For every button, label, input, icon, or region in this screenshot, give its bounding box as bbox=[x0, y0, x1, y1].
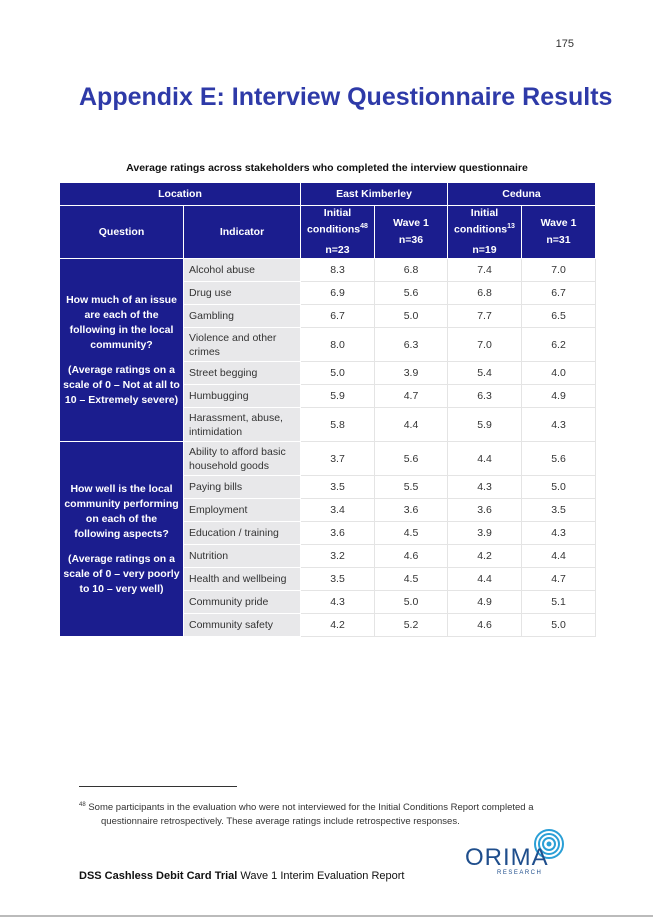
logo-wordmark: ORIMA bbox=[465, 844, 549, 871]
value-cell: 5.1 bbox=[522, 591, 596, 614]
page-bottom-divider bbox=[0, 915, 653, 917]
ek-initial-label: Initial conditions bbox=[307, 206, 361, 236]
question-1-text: How much of an issue are each of the following in the local community? bbox=[66, 293, 177, 351]
ek-wave1-n: n=36 bbox=[398, 234, 424, 246]
value-cell: 5.9 bbox=[448, 408, 522, 442]
value-cell: 5.6 bbox=[375, 282, 448, 305]
ek-wave1-label: Wave 1 bbox=[393, 217, 429, 229]
value-cell: 3.7 bbox=[301, 442, 375, 476]
value-cell: 3.6 bbox=[375, 499, 448, 522]
table-caption: Average ratings across stakeholders who completed the interview questionnaire bbox=[126, 162, 528, 174]
ced-wave1-header bbox=[522, 206, 596, 259]
value-cell: 6.8 bbox=[375, 259, 448, 282]
value-cell: 7.4 bbox=[448, 259, 522, 282]
ced-initial-header bbox=[448, 206, 522, 259]
value-cell: 4.7 bbox=[375, 385, 448, 408]
question-header: Question bbox=[60, 206, 184, 259]
value-cell: 6.3 bbox=[448, 385, 522, 408]
ced-wave1-label: Wave 1 bbox=[540, 217, 577, 229]
value-cell: 5.6 bbox=[522, 442, 596, 476]
indicator-cell: Alcohol abuse bbox=[184, 259, 301, 282]
value-cell: 8.0 bbox=[301, 328, 375, 362]
orima-research-logo bbox=[465, 828, 575, 878]
value-cell: 5.0 bbox=[301, 362, 375, 385]
value-cell: 4.4 bbox=[448, 442, 522, 476]
value-cell: 3.9 bbox=[448, 522, 522, 545]
indicator-cell: Harassment, abuse, intimidation bbox=[184, 408, 301, 442]
indicator-cell: Community safety bbox=[184, 614, 301, 637]
footer-report-subtitle: Wave 1 Interim Evaluation Report bbox=[237, 870, 405, 882]
value-cell: 4.4 bbox=[522, 545, 596, 568]
value-cell: 3.5 bbox=[522, 499, 596, 522]
indicator-cell: Employment bbox=[184, 499, 301, 522]
indicator-cell: Humbugging bbox=[184, 385, 301, 408]
value-cell: 8.3 bbox=[301, 259, 375, 282]
value-cell: 7.0 bbox=[448, 328, 522, 362]
indicator-cell: Ability to afford basic household goods bbox=[184, 442, 301, 476]
value-cell: 3.6 bbox=[301, 522, 375, 545]
value-cell: 5.5 bbox=[375, 476, 448, 499]
indicator-cell: Health and wellbeing bbox=[184, 568, 301, 591]
ek-initial-header bbox=[301, 206, 375, 259]
value-cell: 4.2 bbox=[448, 545, 522, 568]
value-cell: 4.3 bbox=[522, 408, 596, 442]
value-cell: 7.7 bbox=[448, 305, 522, 328]
value-cell: 6.8 bbox=[448, 282, 522, 305]
page-title: Appendix E: Interview Questionnaire Results bbox=[79, 83, 613, 111]
value-cell: 6.9 bbox=[301, 282, 375, 305]
value-cell: 5.0 bbox=[522, 476, 596, 499]
value-cell: 4.6 bbox=[448, 614, 522, 637]
value-cell: 4.3 bbox=[448, 476, 522, 499]
indicator-cell: Street begging bbox=[184, 362, 301, 385]
value-cell: 4.9 bbox=[448, 591, 522, 614]
indicator-cell: Gambling bbox=[184, 305, 301, 328]
footnote-line-2: questionnaire retrospectively. These average ratings include retrospective responses. bbox=[101, 816, 460, 828]
value-cell: 4.3 bbox=[301, 591, 375, 614]
indicator-cell: Community pride bbox=[184, 591, 301, 614]
footnote-line-1: Some participants in the evaluation who were not interviewed for the Initial Conditions Report completed a bbox=[88, 802, 534, 814]
value-cell: 5.4 bbox=[448, 362, 522, 385]
question-2-text: How well is the local community performing on each of the following aspects? bbox=[64, 482, 179, 540]
page-number: 175 bbox=[555, 38, 574, 50]
question-1-cell bbox=[60, 259, 184, 442]
ced-wave1-n: n=31 bbox=[546, 234, 571, 246]
value-cell: 4.3 bbox=[522, 522, 596, 545]
value-cell: 5.2 bbox=[375, 614, 448, 637]
footnote bbox=[79, 798, 579, 829]
value-cell: 4.2 bbox=[301, 614, 375, 637]
ek-wave1-header bbox=[375, 206, 448, 259]
value-cell: 4.0 bbox=[522, 362, 596, 385]
footer-report-name: DSS Cashless Debit Card Trial bbox=[79, 870, 238, 882]
value-cell: 3.5 bbox=[301, 476, 375, 499]
value-cell: 5.0 bbox=[522, 614, 596, 637]
question-1-note: (Average ratings on a scale of 0 – Not at all to 10 – Extremely severe) bbox=[63, 363, 180, 406]
value-cell: 5.8 bbox=[301, 408, 375, 442]
indicator-cell: Paying bills bbox=[184, 476, 301, 499]
ced-initial-n: n=19 bbox=[472, 244, 497, 257]
footnote-divider bbox=[79, 786, 237, 787]
value-cell: 5.0 bbox=[375, 591, 448, 614]
value-cell: 7.0 bbox=[522, 259, 596, 282]
value-cell: 4.4 bbox=[448, 568, 522, 591]
indicator-cell: Violence and other crimes bbox=[184, 328, 301, 362]
value-cell: 4.6 bbox=[375, 545, 448, 568]
value-cell: 4.7 bbox=[522, 568, 596, 591]
value-cell: 4.5 bbox=[375, 522, 448, 545]
table-row bbox=[60, 442, 596, 476]
question-2-cell bbox=[60, 442, 184, 637]
table-row bbox=[60, 259, 596, 282]
value-cell: 3.5 bbox=[301, 568, 375, 591]
value-cell: 6.3 bbox=[375, 328, 448, 362]
footnote-mark: 48 bbox=[79, 802, 86, 808]
value-cell: 6.7 bbox=[522, 282, 596, 305]
value-cell: 3.4 bbox=[301, 499, 375, 522]
ced-initial-footnote-ref: 13 bbox=[507, 222, 515, 230]
results-table bbox=[59, 182, 596, 637]
value-cell: 5.6 bbox=[375, 442, 448, 476]
value-cell: 6.7 bbox=[301, 305, 375, 328]
ek-initial-footnote-ref: 48 bbox=[360, 222, 368, 230]
value-cell: 4.4 bbox=[375, 408, 448, 442]
logo-subtitle: RESEARCH bbox=[497, 870, 543, 876]
east-kimberley-header: East Kimberley bbox=[301, 183, 448, 206]
ced-initial-label: Initial conditions bbox=[454, 206, 508, 236]
indicator-cell: Education / training bbox=[184, 522, 301, 545]
value-cell: 3.2 bbox=[301, 545, 375, 568]
value-cell: 3.9 bbox=[375, 362, 448, 385]
indicator-cell: Drug use bbox=[184, 282, 301, 305]
value-cell: 3.6 bbox=[448, 499, 522, 522]
location-header: Location bbox=[60, 183, 301, 206]
value-cell: 4.9 bbox=[522, 385, 596, 408]
ceduna-header: Ceduna bbox=[448, 183, 596, 206]
value-cell: 5.0 bbox=[375, 305, 448, 328]
value-cell: 6.5 bbox=[522, 305, 596, 328]
value-cell: 6.2 bbox=[522, 328, 596, 362]
ek-initial-n: n=23 bbox=[325, 244, 350, 257]
indicator-cell: Nutrition bbox=[184, 545, 301, 568]
value-cell: 4.5 bbox=[375, 568, 448, 591]
indicator-header: Indicator bbox=[184, 206, 301, 259]
page-footer bbox=[79, 870, 404, 882]
question-2-note: (Average ratings on a scale of 0 – very poorly to 10 – very well) bbox=[63, 552, 180, 595]
value-cell: 5.9 bbox=[301, 385, 375, 408]
